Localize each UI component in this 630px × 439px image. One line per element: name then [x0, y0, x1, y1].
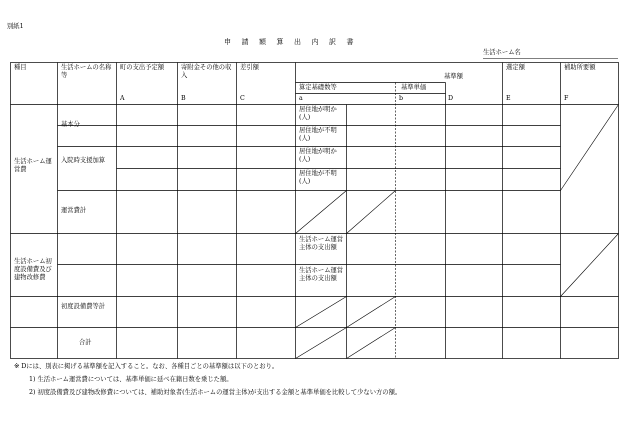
col-header-donation: 寄附金その他の収入 — [181, 64, 232, 79]
col-header-name: 生活ホームの名称等 — [61, 64, 112, 79]
row-initial-total-label: 初度設備費等計 — [61, 303, 106, 310]
row-hospital-label: 入院時支援加算 — [61, 157, 106, 164]
col-letter-b-lower: b — [399, 95, 404, 102]
col-letter-a-lower: a — [299, 95, 303, 102]
col-letter-d: D — [448, 95, 454, 102]
col-header-town: 町の支出予定額 — [120, 64, 165, 71]
col-header-calc-days: 算定基礎数等 — [299, 84, 337, 91]
col-header-base: 基準額 — [444, 73, 463, 80]
col-header-diff: 差引額 — [240, 64, 259, 71]
col-header-subsidy: 補助所要額 — [564, 64, 596, 71]
op-amount-label-1: 生活ホーム運営主体の支出額 — [299, 236, 344, 251]
col-header-unit-price: 基準単価 — [401, 84, 427, 91]
col-header-selected: 選定額 — [506, 64, 525, 71]
row-basic-label: 基本分 — [61, 121, 80, 128]
note-main: ※ Dには、別表に掲げる基準額を記入すること。なお、各種目ごとの基準額は以下のとおり。 — [14, 363, 279, 370]
row-op-total-label: 運営費計 — [61, 207, 87, 214]
resident-known-label-1: 居住地が明か(人) — [299, 106, 337, 121]
col-letter-e: E — [506, 95, 511, 102]
group2-label: 生活ホーム初度設備費及び建物改修費 — [14, 258, 52, 281]
op-amount-label-2: 生活ホーム運営主体の支出額 — [299, 267, 344, 282]
document-reference: 別紙1 — [7, 23, 24, 30]
resident-known-label-2: 居住地が明か(人) — [299, 148, 337, 163]
group1-label: 生活ホーム運営費 — [14, 158, 52, 173]
col-letter-c: C — [240, 95, 245, 102]
col-letter-b-upper: B — [181, 95, 186, 102]
grand-total-label: 合計 — [79, 339, 92, 346]
note-1: 1) 生活ホーム運営費については、基準単価に延べ在籍日数を乗じた額。 — [29, 376, 233, 383]
note-2: 2) 初度設備費及び建物改修費については、補助対象者(生活ホームの運営主体)が支出する金額と基準単価を比較して少ない方の額。 — [29, 389, 402, 396]
col-letter-a-upper: A — [120, 95, 125, 102]
page-title: 申請額算出内訳書 — [224, 38, 364, 46]
resident-unknown-label-1: 居住地が不明(人) — [299, 127, 337, 142]
col-letter-f: F — [564, 95, 569, 102]
col-header-type: 種目 — [14, 64, 27, 71]
resident-unknown-label-2: 居住地が不明(人) — [299, 170, 337, 185]
facility-name-label: 生活ホーム名 — [483, 49, 521, 56]
